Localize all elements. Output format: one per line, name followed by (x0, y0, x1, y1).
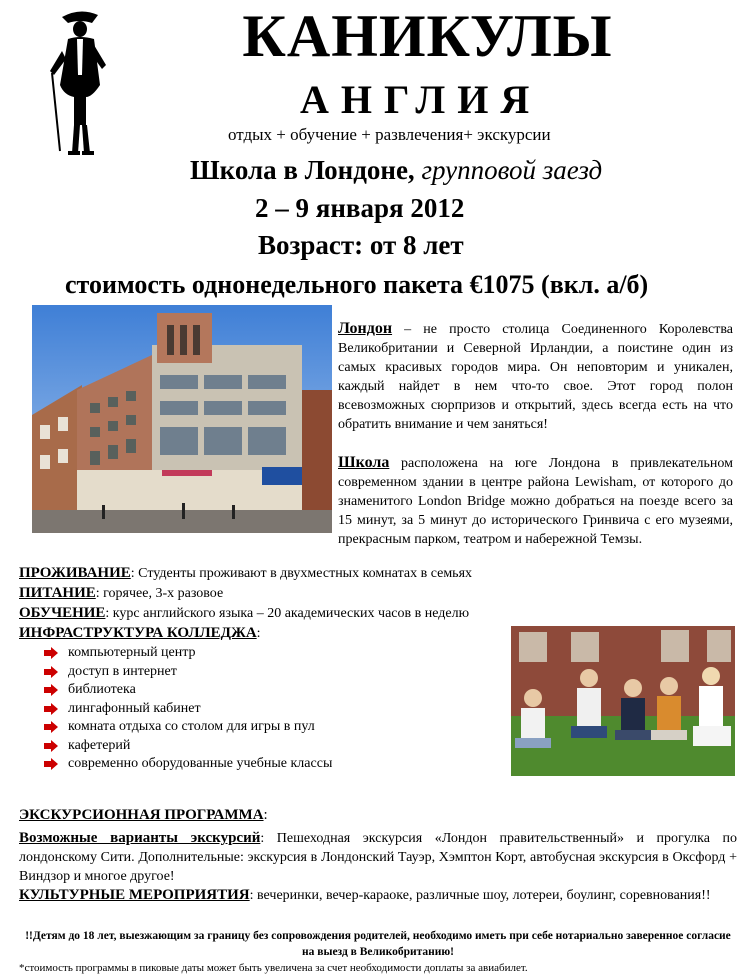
list-item-text: современно оборудованные учебные классы (68, 756, 333, 771)
excursions-heading-colon: : (263, 807, 268, 823)
parental-consent-warning: !!Детям до 18 лет, выезжающим за границу без сопровождения родителей, необходимо иметь при себе нотариально заверенное согласие на выезд в Великобританию! (25, 930, 731, 958)
red-arrow-icon (44, 647, 58, 659)
list-item (44, 700, 332, 719)
school-heading-bold: Школа в Лондоне, (190, 155, 415, 185)
excursions-text: : Пешеходная экскурсия «Лондон правительственный» и прогулка по лондонскому Сити. Дополнительные: экскурсия в Лондонский Тауэр, Хэмптон Корт, автобусная экскурсия в Оксфорд + Виндзор и многое другое! (19, 831, 737, 884)
red-arrow-icon (44, 740, 58, 752)
dates: 2 – 9 января 2012 (255, 193, 465, 223)
london-paragraph (338, 319, 733, 434)
infrastructure-label: ИНФРАСТРУКТУРА КОЛЛЕДЖА (19, 625, 257, 641)
students-photo (511, 626, 735, 776)
infrastructure-list (44, 644, 332, 774)
list-item-text: кафетерий (68, 737, 131, 753)
accommodation-label: ПРОЖИВАНИЕ (19, 565, 131, 581)
study-line (19, 604, 469, 623)
infrastructure-heading (19, 624, 261, 643)
school-heading-italic: групповой заезд (421, 155, 603, 185)
school-building-photo (32, 305, 332, 533)
culture-text: : вечеринки, вечер-караоке, различные шоу, лотереи, боулинг, соревнования!! (249, 888, 711, 903)
red-arrow-icon (44, 703, 58, 715)
subtitle: отдых + обучение + развлечения+ экскурсии (228, 125, 551, 144)
list-item (44, 755, 332, 774)
page-title: КАНИКУЛЫ (242, 3, 613, 69)
list-item (44, 718, 332, 737)
list-item-text: лингафонный кабинет (68, 700, 201, 716)
list-item-text: комната отдыха со столом для игры в пул (68, 719, 315, 734)
country-title: АНГЛИЯ (300, 77, 542, 122)
food-line (19, 584, 223, 603)
london-label: Лондон (338, 320, 393, 337)
london-text: – не просто столица Соединенного Королевства Великобритании и Северной Ирландии, а поистине один из самых красивых городов мира. Он неповторим и уникален, каждый найдет в нем что-то свое. Этот город полон всевозможных сюрпризов и открытий, здесь всегда есть на что обратить внимание и чем заняться! (338, 322, 733, 432)
list-item-text: библиотека (68, 682, 136, 697)
accommodation-line (19, 564, 472, 583)
price-footnote: *стоимость программы в пиковые даты может быть увеличена за счет необходимости доплаты за авиабилет. (19, 962, 528, 974)
red-arrow-icon (44, 721, 58, 733)
excursions-heading (19, 807, 268, 824)
accommodation-text: : Студенты проживают в двухместных комнатах в семьях (130, 566, 473, 581)
study-text: : курс английского языка – 20 академических часов в неделю (105, 606, 470, 621)
food-label: ПИТАНИЕ (19, 585, 96, 601)
culture-paragraph (19, 886, 737, 905)
infrastructure-colon: : (256, 626, 261, 641)
excursions-label: Возможные варианты экскурсий (19, 830, 261, 846)
age: Возраст: от 8 лет (258, 230, 464, 260)
red-arrow-icon (44, 684, 58, 696)
school-label: Школа (338, 454, 390, 471)
school-heading (190, 155, 602, 186)
excursions-heading-label: ЭКСКУРСИОННАЯ ПРОГРАММА (19, 807, 264, 823)
red-arrow-icon (44, 758, 58, 770)
price: стоимость однонедельного пакета €1075 (вкл. а/б) (65, 270, 649, 299)
culture-label: КУЛЬТУРНЫЕ МЕРОПРИЯТИЯ (19, 887, 250, 903)
food-text: : горячее, 3-х разовое (95, 586, 224, 601)
excursions-paragraph (19, 829, 737, 886)
study-label: ОБУЧЕНИЕ (19, 605, 106, 621)
list-item (44, 681, 332, 700)
school-paragraph (338, 453, 733, 549)
school-text: расположена на юге Лондона в привлекательном современном здании в центре района Lewisham, от которого до знаменитого London Bridge можно добраться на поезде всего за 15 минут, за 5 минут до исторического Гринвича с его музеями, прекрасным парком, театром и набережной Темзы. (338, 456, 733, 547)
list-item-text: компьютерный центр (68, 645, 196, 660)
list-item (44, 663, 332, 682)
list-item-text: доступ в интернет (68, 663, 177, 679)
red-arrow-icon (44, 666, 58, 678)
list-item (44, 737, 332, 756)
list-item (44, 644, 332, 663)
